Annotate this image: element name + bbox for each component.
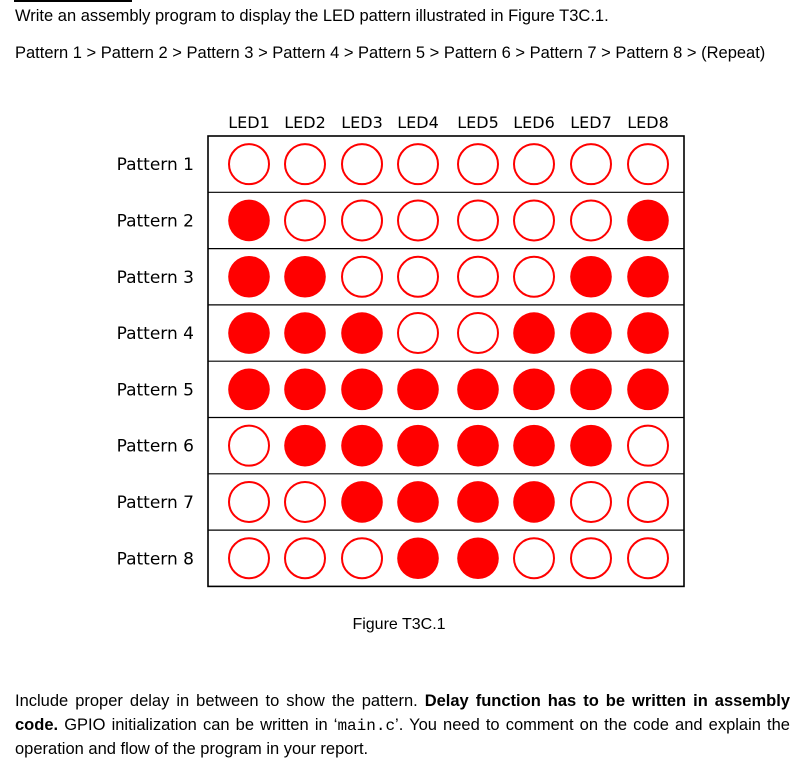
led-off xyxy=(628,538,668,578)
pattern-grid xyxy=(208,136,684,586)
led-off xyxy=(458,313,498,353)
led-off xyxy=(514,200,554,240)
instructions-text-3: ’. You need to comment on the code and explain the operation and flow of the program in your report. xyxy=(15,715,790,758)
led-on xyxy=(397,537,439,579)
led-column-header: LED2 xyxy=(284,113,326,132)
pattern-row-label: Pattern 4 xyxy=(116,324,194,345)
led-off xyxy=(458,144,498,184)
led-on xyxy=(341,312,383,354)
question-intro: Write an assembly program to display the LED pattern illustrated in Figure T3C.1. xyxy=(15,7,609,25)
led-on xyxy=(627,369,669,411)
led-on xyxy=(457,425,499,467)
led-off xyxy=(229,482,269,522)
led-on xyxy=(570,425,612,467)
pattern-row-label: Pattern 5 xyxy=(116,380,194,401)
led-on xyxy=(228,256,270,298)
instructions-bold: Delay function has to be written in assembly code. xyxy=(15,692,790,734)
led-column-header: LED6 xyxy=(513,113,555,132)
led-column-header: LED5 xyxy=(457,113,499,132)
led-off xyxy=(285,538,325,578)
led-off xyxy=(285,482,325,522)
led-on xyxy=(570,369,612,411)
led-on xyxy=(513,481,555,523)
led-column-header: LED7 xyxy=(570,113,612,132)
pattern-sequence: Pattern 1 > Pattern 2 > Pattern 3 > Pattern 4 > Pattern 5 > Pattern 6 > Pattern 7 > Pattern 8 > (Repeat) xyxy=(15,44,766,62)
code-filename: main.c xyxy=(337,716,396,735)
pattern-row-label: Pattern 1 xyxy=(116,155,194,176)
led-on xyxy=(228,369,270,411)
led-off xyxy=(342,257,382,297)
led-off xyxy=(398,144,438,184)
led-off xyxy=(229,426,269,466)
pattern-row-label: Pattern 6 xyxy=(116,436,194,457)
led-on xyxy=(397,369,439,411)
led-on xyxy=(341,425,383,467)
led-off xyxy=(571,200,611,240)
instructions-text-2: GPIO initialization can be written in ‘ xyxy=(58,715,338,734)
led-on xyxy=(341,481,383,523)
led-on xyxy=(228,312,270,354)
led-on xyxy=(457,369,499,411)
led-on xyxy=(570,312,612,354)
led-off xyxy=(571,482,611,522)
led-on xyxy=(284,256,326,298)
led-on xyxy=(397,481,439,523)
pattern-row-label: Pattern 3 xyxy=(116,267,194,288)
pattern-row-label: Pattern 7 xyxy=(116,492,194,513)
led-on xyxy=(284,369,326,411)
instructions-text-1: Include proper delay in between to show the pattern. xyxy=(15,692,425,710)
led-on xyxy=(341,369,383,411)
led-column-header: LED8 xyxy=(627,113,669,132)
pattern-row-label: Pattern 8 xyxy=(116,549,194,570)
led-on xyxy=(627,256,669,298)
led-on xyxy=(627,200,669,242)
led-off xyxy=(514,538,554,578)
led-off xyxy=(342,200,382,240)
led-off xyxy=(628,144,668,184)
led-off xyxy=(628,482,668,522)
led-on xyxy=(513,312,555,354)
led-off xyxy=(229,144,269,184)
led-column-header: LED4 xyxy=(397,113,439,132)
led-off xyxy=(398,313,438,353)
led-column-headers xyxy=(228,113,669,132)
led-on xyxy=(457,481,499,523)
led-off xyxy=(285,200,325,240)
led-off xyxy=(571,538,611,578)
led-off xyxy=(398,200,438,240)
led-off xyxy=(398,257,438,297)
led-off xyxy=(514,257,554,297)
led-off xyxy=(458,200,498,240)
led-off xyxy=(285,144,325,184)
led-off xyxy=(342,144,382,184)
led-on xyxy=(627,312,669,354)
led-on xyxy=(284,425,326,467)
led-on xyxy=(397,425,439,467)
led-on xyxy=(513,369,555,411)
led-on xyxy=(228,200,270,242)
led-on xyxy=(570,256,612,298)
figure-caption: Figure T3C.1 xyxy=(352,616,446,633)
led-on xyxy=(284,312,326,354)
pattern-row-labels xyxy=(117,155,194,569)
instructions-paragraph xyxy=(15,690,790,762)
led-off xyxy=(458,257,498,297)
pattern-row-label: Pattern 2 xyxy=(116,211,194,232)
led-on xyxy=(513,425,555,467)
led-off xyxy=(628,426,668,466)
led-on xyxy=(457,537,499,579)
led-off xyxy=(342,538,382,578)
led-column-header: LED1 xyxy=(228,113,270,132)
led-off xyxy=(514,144,554,184)
led-off xyxy=(571,144,611,184)
led-column-header: LED3 xyxy=(341,113,383,132)
led-off xyxy=(229,538,269,578)
